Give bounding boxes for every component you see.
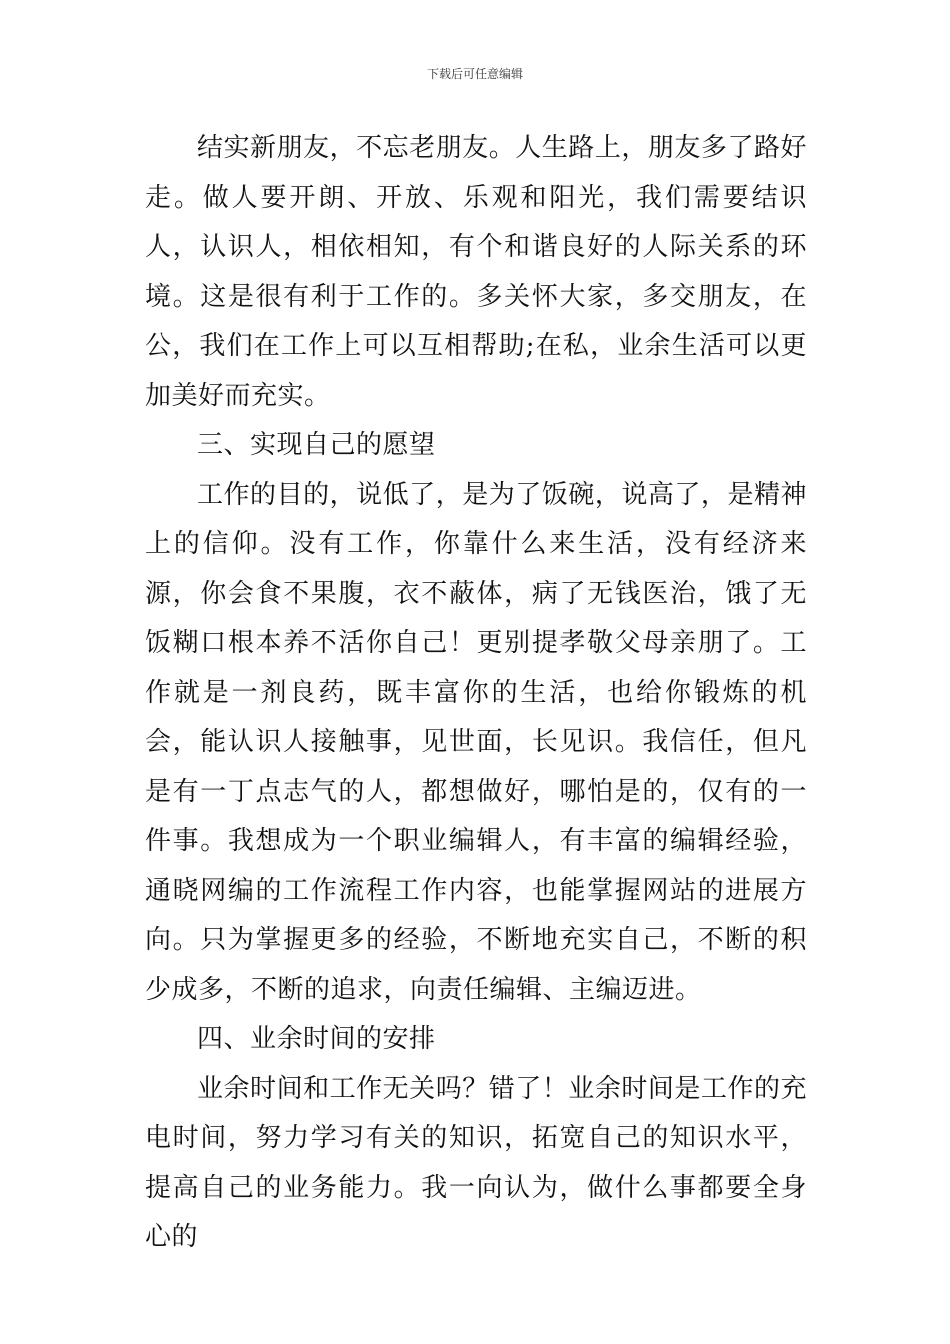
paragraph-goals: 工作的目的，说低了，是为了饭碗，说高了，是精神上的信仰。没有工作，你靠什么来生活，没有经济来源，你会食不果腹，衣不蔽体，病了无钱医治，饿了无饭糊口根本养不活你自己！更别提孝敬父母亲朋了。工作就是一剂良药，既丰富你的生活，也给你锻炼的机会，能认识人接触事，见世面，长见识。我信任，但凡是有一丁点志气的人，都想做好，哪怕是的，仅有的一件事。我想成为一个职业编辑人，有丰富的编辑经验，通晓网编的工作流程工作内容，也能掌握网站的进展方向。只为掌握更多的经验，不断地充实自己，不断的积少成多，不断的追求，向责任编辑、主编迈进。 [145,479,807,1005]
section-heading-3: 三、实现自己的愿望 [197,430,436,460]
document-body [145,124,807,1263]
paragraph-friends: 结实新朋友，不忘老朋友。人生路上，朋友多了路好走。做人要开朗、开放、乐观和阳光，我们需要结识人，认识人，相依相知，有个和谐良好的人际关系的环境。这是很有利于工作的。多关怀大家，多交朋友，在公，我们在工作上可以互相帮助;在私，业余生活可以更加美好而充实。 [145,133,807,411]
paragraph-spare-time: 业余时间和工作无关吗？错了！业余时间是工作的充电时间，努力学习有关的知识，拓宽自己的知识水平，提高自己的业务能力。我一向认为，做什么事都要全身心的 [145,1073,807,1252]
page-header-note: 下载后可任意编辑 [426,67,523,81]
section-heading-4: 四、业余时间的安排 [197,1024,436,1054]
